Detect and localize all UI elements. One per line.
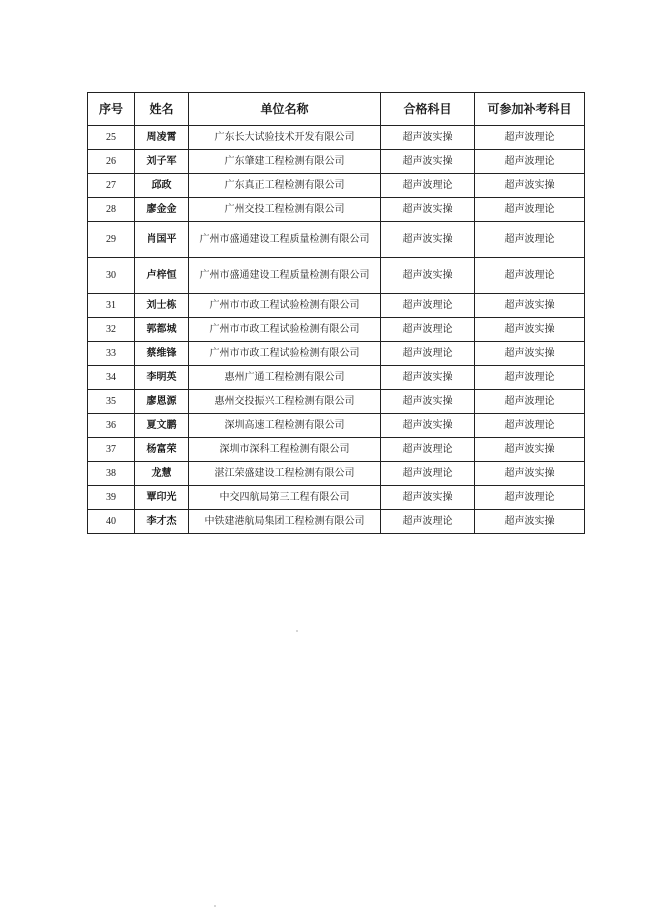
row-retake-subject: 超声波理论 bbox=[475, 366, 585, 390]
row-name: 周凌霄 bbox=[135, 126, 189, 150]
row-index: 30 bbox=[88, 258, 135, 294]
row-name: 郭都城 bbox=[135, 318, 189, 342]
header-name: 姓名 bbox=[135, 93, 189, 126]
row-index: 39 bbox=[88, 486, 135, 510]
row-name: 龙慧 bbox=[135, 462, 189, 486]
row-unit: 广州交投工程检测有限公司 bbox=[189, 198, 381, 222]
row-unit: 广东真正工程检测有限公司 bbox=[189, 174, 381, 198]
row-unit: 惠州广通工程检测有限公司 bbox=[189, 366, 381, 390]
row-index: 32 bbox=[88, 318, 135, 342]
header-pass-subject: 合格科目 bbox=[381, 93, 475, 126]
table-row bbox=[88, 438, 585, 462]
row-retake-subject: 超声波实操 bbox=[475, 462, 585, 486]
row-pass-subject: 超声波实操 bbox=[381, 390, 475, 414]
row-name: 廖恩源 bbox=[135, 390, 189, 414]
table-row bbox=[88, 258, 585, 294]
row-pass-subject: 超声波理论 bbox=[381, 174, 475, 198]
row-unit: 惠州交投振兴工程检测有限公司 bbox=[189, 390, 381, 414]
row-pass-subject: 超声波理论 bbox=[381, 510, 475, 534]
table-row bbox=[88, 198, 585, 222]
row-index: 34 bbox=[88, 366, 135, 390]
table-row bbox=[88, 318, 585, 342]
row-pass-subject: 超声波理论 bbox=[381, 438, 475, 462]
row-retake-subject: 超声波实操 bbox=[475, 174, 585, 198]
table-row bbox=[88, 126, 585, 150]
header-unit: 单位名称 bbox=[189, 93, 381, 126]
scan-speck bbox=[214, 905, 216, 907]
table-row bbox=[88, 366, 585, 390]
row-pass-subject: 超声波理论 bbox=[381, 462, 475, 486]
row-unit: 广州市盛通建设工程质量检测有限公司 bbox=[189, 222, 381, 258]
row-index: 38 bbox=[88, 462, 135, 486]
row-pass-subject: 超声波实操 bbox=[381, 486, 475, 510]
table-row bbox=[88, 510, 585, 534]
row-name: 肖国平 bbox=[135, 222, 189, 258]
row-name: 李明英 bbox=[135, 366, 189, 390]
row-index: 26 bbox=[88, 150, 135, 174]
row-retake-subject: 超声波理论 bbox=[475, 126, 585, 150]
row-name: 刘士栋 bbox=[135, 294, 189, 318]
row-unit: 广东肇建工程检测有限公司 bbox=[189, 150, 381, 174]
row-retake-subject: 超声波实操 bbox=[475, 318, 585, 342]
row-pass-subject: 超声波实操 bbox=[381, 222, 475, 258]
row-name: 卢梓恒 bbox=[135, 258, 189, 294]
row-unit: 湛江荣盛建设工程检测有限公司 bbox=[189, 462, 381, 486]
table-header-row bbox=[88, 93, 585, 126]
row-index: 28 bbox=[88, 198, 135, 222]
row-unit: 深圳高速工程检测有限公司 bbox=[189, 414, 381, 438]
row-unit: 广东长大试验技术开发有限公司 bbox=[189, 126, 381, 150]
table-row bbox=[88, 462, 585, 486]
row-pass-subject: 超声波实操 bbox=[381, 414, 475, 438]
row-name: 李才杰 bbox=[135, 510, 189, 534]
row-name: 覃印光 bbox=[135, 486, 189, 510]
row-retake-subject: 超声波理论 bbox=[475, 222, 585, 258]
row-name: 邱政 bbox=[135, 174, 189, 198]
row-retake-subject: 超声波实操 bbox=[475, 438, 585, 462]
row-retake-subject: 超声波实操 bbox=[475, 510, 585, 534]
row-retake-subject: 超声波理论 bbox=[475, 150, 585, 174]
row-name: 廖金金 bbox=[135, 198, 189, 222]
row-index: 33 bbox=[88, 342, 135, 366]
row-index: 31 bbox=[88, 294, 135, 318]
row-retake-subject: 超声波理论 bbox=[475, 414, 585, 438]
row-index: 25 bbox=[88, 126, 135, 150]
row-pass-subject: 超声波实操 bbox=[381, 258, 475, 294]
row-pass-subject: 超声波理论 bbox=[381, 294, 475, 318]
row-retake-subject: 超声波理论 bbox=[475, 198, 585, 222]
table-row bbox=[88, 414, 585, 438]
table-row bbox=[88, 150, 585, 174]
row-unit: 中交四航局第三工程有限公司 bbox=[189, 486, 381, 510]
row-index: 35 bbox=[88, 390, 135, 414]
row-unit: 深圳市深科工程检测有限公司 bbox=[189, 438, 381, 462]
row-name: 蔡维锋 bbox=[135, 342, 189, 366]
row-index: 40 bbox=[88, 510, 135, 534]
row-index: 37 bbox=[88, 438, 135, 462]
row-index: 36 bbox=[88, 414, 135, 438]
row-retake-subject: 超声波理论 bbox=[475, 390, 585, 414]
row-pass-subject: 超声波理论 bbox=[381, 342, 475, 366]
results-table bbox=[87, 92, 585, 534]
table-row bbox=[88, 174, 585, 198]
table-row bbox=[88, 486, 585, 510]
row-pass-subject: 超声波实操 bbox=[381, 150, 475, 174]
scan-speck bbox=[296, 630, 298, 632]
table-row bbox=[88, 222, 585, 258]
table-row bbox=[88, 390, 585, 414]
row-pass-subject: 超声波实操 bbox=[381, 366, 475, 390]
row-unit: 广州市市政工程试验检测有限公司 bbox=[189, 294, 381, 318]
row-unit: 中铁建港航局集团工程检测有限公司 bbox=[189, 510, 381, 534]
row-name: 杨富荣 bbox=[135, 438, 189, 462]
row-pass-subject: 超声波实操 bbox=[381, 198, 475, 222]
row-index: 29 bbox=[88, 222, 135, 258]
row-unit: 广州市市政工程试验检测有限公司 bbox=[189, 342, 381, 366]
row-unit: 广州市市政工程试验检测有限公司 bbox=[189, 318, 381, 342]
row-retake-subject: 超声波实操 bbox=[475, 294, 585, 318]
row-name: 刘子军 bbox=[135, 150, 189, 174]
row-retake-subject: 超声波实操 bbox=[475, 342, 585, 366]
row-retake-subject: 超声波理论 bbox=[475, 258, 585, 294]
row-pass-subject: 超声波实操 bbox=[381, 126, 475, 150]
row-pass-subject: 超声波理论 bbox=[381, 318, 475, 342]
row-retake-subject: 超声波理论 bbox=[475, 486, 585, 510]
header-retake-subject: 可参加补考科目 bbox=[475, 93, 585, 126]
header-idx: 序号 bbox=[88, 93, 135, 126]
row-name: 夏文鹏 bbox=[135, 414, 189, 438]
table-row bbox=[88, 342, 585, 366]
row-unit: 广州市盛通建设工程质量检测有限公司 bbox=[189, 258, 381, 294]
table-row bbox=[88, 294, 585, 318]
row-index: 27 bbox=[88, 174, 135, 198]
